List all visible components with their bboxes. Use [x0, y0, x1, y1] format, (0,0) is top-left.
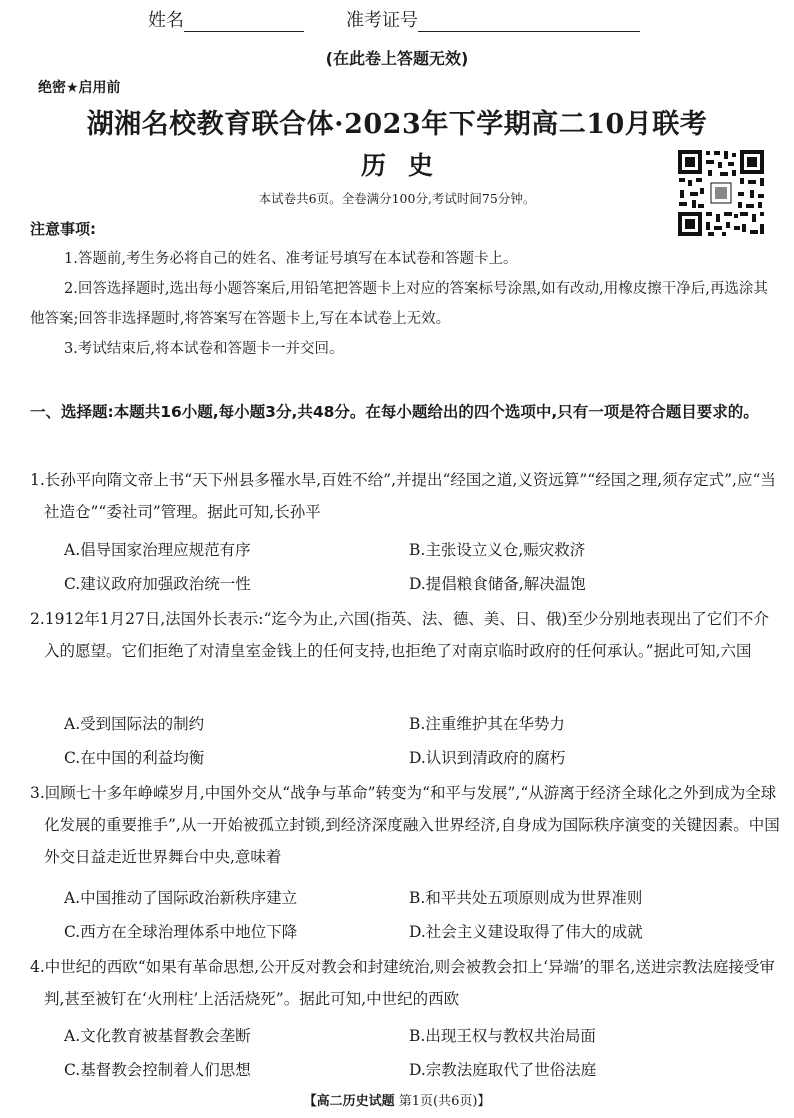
question-2-option-a: A.受到国际法的制约: [64, 715, 205, 733]
question-1-option-d: D.提倡粮食储备,解决温饱: [409, 575, 586, 593]
note-item: 2.回答选择题时,选出每小题答案后,用铅笔把答题卡上对应的答案标号涂黑,如有改动,用橡皮擦干净后,再选涂其他答案;回答非选择题时,将答案写在答题卡上,写在本试卷上无效。: [30, 281, 768, 327]
question-2-stem: 2.1912年1月27日,法国外长表示:“迄今为止,六国(指英、法、德、美、日、俄)至少分别地表现出了它们不介入的愿望。它们拒绝了对清皇室金钱上的任何支持,也拒绝了对南京临时政府的任何承认。”据此可知,六国: [30, 610, 769, 660]
footer-subject: 【高二历史试题: [303, 1094, 395, 1109]
note-item: 1.答题前,考生务必将自己的姓名、准考证号填写在本试卷和答题卡上。: [64, 251, 518, 267]
page-footer: [0, 1090, 794, 1109]
question-4-stem: 4.中世纪的西欧“如果有革命思想,公开反对教会和封建统治,则会被教会扣上‘异端’的罪名,送进宗教法庭接受审判,甚至被钉在‘火刑柱’上活活烧死”。据此可知,中世纪的西欧: [30, 958, 775, 1008]
exam-number-blank: [418, 13, 640, 32]
question-1-option-c: C.建议政府加强政治统一性: [64, 575, 251, 593]
question-1-option-b: B.主张设立义仓,赈灾救济: [409, 541, 586, 559]
secret-mark: 绝密★启用前: [38, 80, 121, 96]
notes-title: 注意事项:: [30, 220, 96, 238]
question-2-option-c: C.在中国的利益均衡: [64, 749, 205, 767]
question-4-option-c: C.基督教会控制着人们思想: [64, 1061, 251, 1079]
question-4-option-b: B.出现王权与教权共治局面: [409, 1027, 596, 1045]
section-heading: 一、选择题:本题共16小题,每小题3分,共48分。在每小题给出的四个选项中,只有一项是符合题目要求的。: [30, 403, 759, 421]
question-4-option-a: A.文化教育被基督教会垄断: [64, 1027, 251, 1045]
question-3-stem: 3.回顾七十多年峥嵘岁月,中国外交从“战争与革命”转变为“和平与发展”,“从游离于经济全球化之外到成为全球化发展的重要推手”,从一开始被孤立封锁,到经济深度融入世界经济,自身成为国际秩序演变的关键因素。中国外交日益走近世界舞台中央,意味着: [30, 784, 780, 866]
name-blank: [184, 13, 304, 32]
exam-title: 湖湘名校教育联合体·2023年下学期高二10月联考: [86, 109, 708, 140]
question-4-option-d: D.宗教法庭取代了世俗法庭: [409, 1061, 597, 1079]
name-label: 姓名: [148, 10, 184, 31]
question-3-option-a: A.中国推动了国际政治新秩序建立: [64, 889, 298, 907]
exam-number-field: [346, 6, 640, 32]
question-2-option-d: D.认识到清政府的腐朽: [409, 749, 566, 767]
question-1-option-a: A.倡导国家治理应规范有序: [64, 541, 251, 559]
question-3-option-b: B.和平共处五项原则成为世界准则: [409, 889, 643, 907]
question-3-option-d: D.社会主义建设取得了伟大的成就: [409, 923, 643, 941]
question-1-stem: 1.长孙平向隋文帝上书“天下州县多罹水旱,百姓不给”,并提出“经国之道,义资远算”“经国之理,须存定式”,应“当社造仓”“委社司”管理。据此可知,长孙平: [30, 471, 776, 521]
question-3-option-c: C.西方在全球治理体系中地位下降: [64, 923, 298, 941]
name-field: [148, 6, 304, 32]
subject-title: 历史: [360, 151, 455, 180]
invalid-notice: (在此卷上答题无效): [325, 49, 469, 68]
note-item: 3.考试结束后,将本试卷和答题卡一并交回。: [64, 341, 344, 357]
footer-page-number: 第1页(共6页)】: [398, 1094, 491, 1109]
exam-info: 本试卷共6页。全卷满分100分,考试时间75分钟。: [258, 191, 536, 206]
qr-code-icon: [676, 148, 766, 238]
question-2-option-b: B.注重维护其在华势力: [409, 715, 565, 733]
exam-number-label: 准考证号: [346, 10, 418, 31]
